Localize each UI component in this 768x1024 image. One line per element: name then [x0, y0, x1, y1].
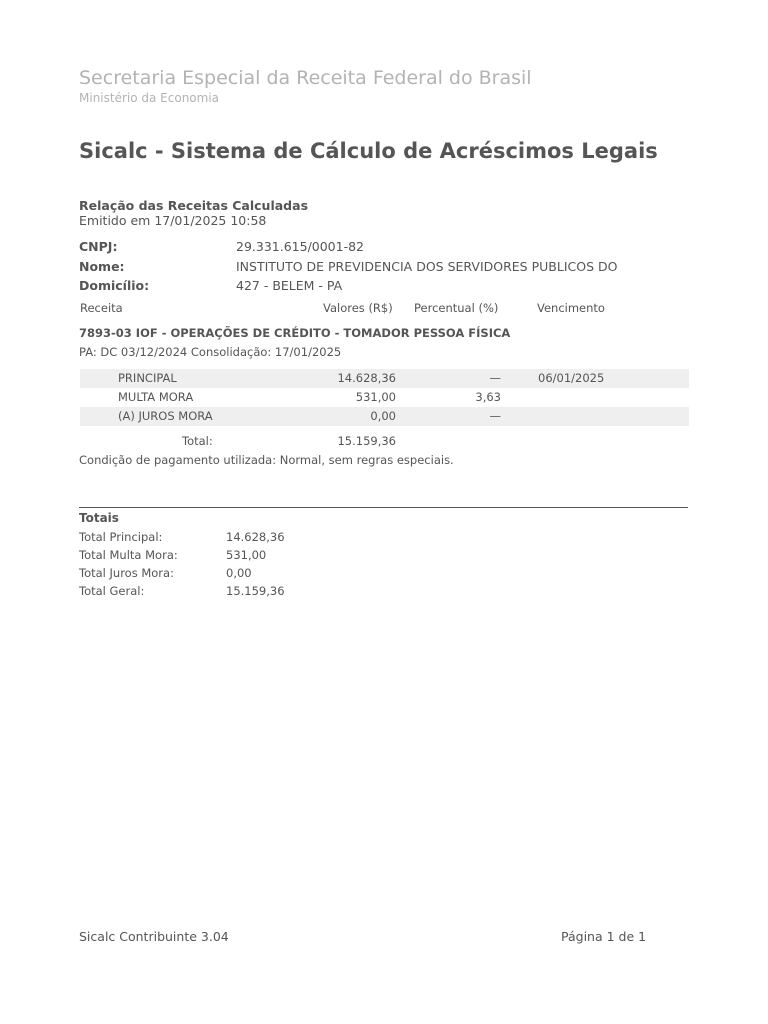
emitted-date: Emitido em 17/01/2025 10:58: [79, 213, 267, 228]
total-value: 15.159,36: [337, 434, 396, 448]
domicile-value: 427 - BELEM - PA: [236, 278, 343, 293]
table-row: [80, 388, 689, 407]
name-label: Nome:: [79, 259, 125, 274]
row-label: (A) JUROS MORA: [118, 409, 213, 423]
total-geral-label: Total Geral:: [79, 584, 145, 598]
column-header-percentual: Percentual (%): [414, 301, 499, 315]
totals-title: Totais: [79, 511, 119, 525]
total-juros-label: Total Juros Mora:: [79, 566, 174, 580]
revenue-period: PA: DC 03/12/2024 Consolidação: 17/01/2025: [79, 345, 342, 359]
table-row: [80, 369, 689, 388]
domicile-label: Domicílio:: [79, 278, 150, 293]
section-divider: [79, 507, 688, 508]
row-due-date: 06/01/2025: [538, 371, 605, 385]
table-row: [80, 407, 689, 426]
name-value: INSTITUTO DE PREVIDENCIA DOS SERVIDORES PUBLICOS DO: [236, 259, 618, 274]
total-label: Total:: [182, 434, 213, 448]
row-value: 14.628,36: [337, 371, 396, 385]
report-title: Relação das Receitas Calculadas: [79, 198, 309, 213]
org-subtitle: Ministério da Economia: [79, 91, 220, 105]
row-label: PRINCIPAL: [118, 371, 177, 385]
total-multa-label: Total Multa Mora:: [79, 548, 178, 562]
total-juros-value: 0,00: [226, 566, 252, 580]
row-value: 531,00: [355, 390, 396, 404]
cnpj-value: 29.331.615/0001-82: [236, 239, 365, 254]
total-multa-value: 531,00: [226, 548, 267, 562]
row-value: 0,00: [370, 409, 396, 423]
row-percent: —: [489, 409, 501, 423]
cnpj-label: CNPJ:: [79, 239, 118, 254]
column-header-valores: Valores (R$): [323, 301, 393, 315]
row-label: MULTA MORA: [118, 390, 194, 404]
revenue-code: 7893-03 IOF - OPERAÇÕES DE CRÉDITO - TOMADOR PESSOA FÍSICA: [79, 326, 511, 340]
total-geral-value: 15.159,36: [226, 584, 285, 598]
column-header-vencimento: Vencimento: [537, 301, 605, 315]
total-principal-value: 14.628,36: [226, 530, 285, 544]
row-percent: —: [489, 371, 501, 385]
payment-condition: Condição de pagamento utilizada: Normal, sem regras especiais.: [79, 453, 454, 467]
row-percent: 3,63: [475, 390, 501, 404]
document-title: Sicalc - Sistema de Cálculo de Acréscimos Legais: [79, 139, 658, 163]
total-principal-label: Total Principal:: [79, 530, 163, 544]
column-header-receita: Receita: [80, 301, 123, 315]
org-title: Secretaria Especial da Receita Federal do Brasil: [79, 67, 532, 89]
footer-version: Sicalc Contribuinte 3.04: [79, 929, 229, 944]
page-number: Página 1 de 1: [561, 929, 647, 944]
